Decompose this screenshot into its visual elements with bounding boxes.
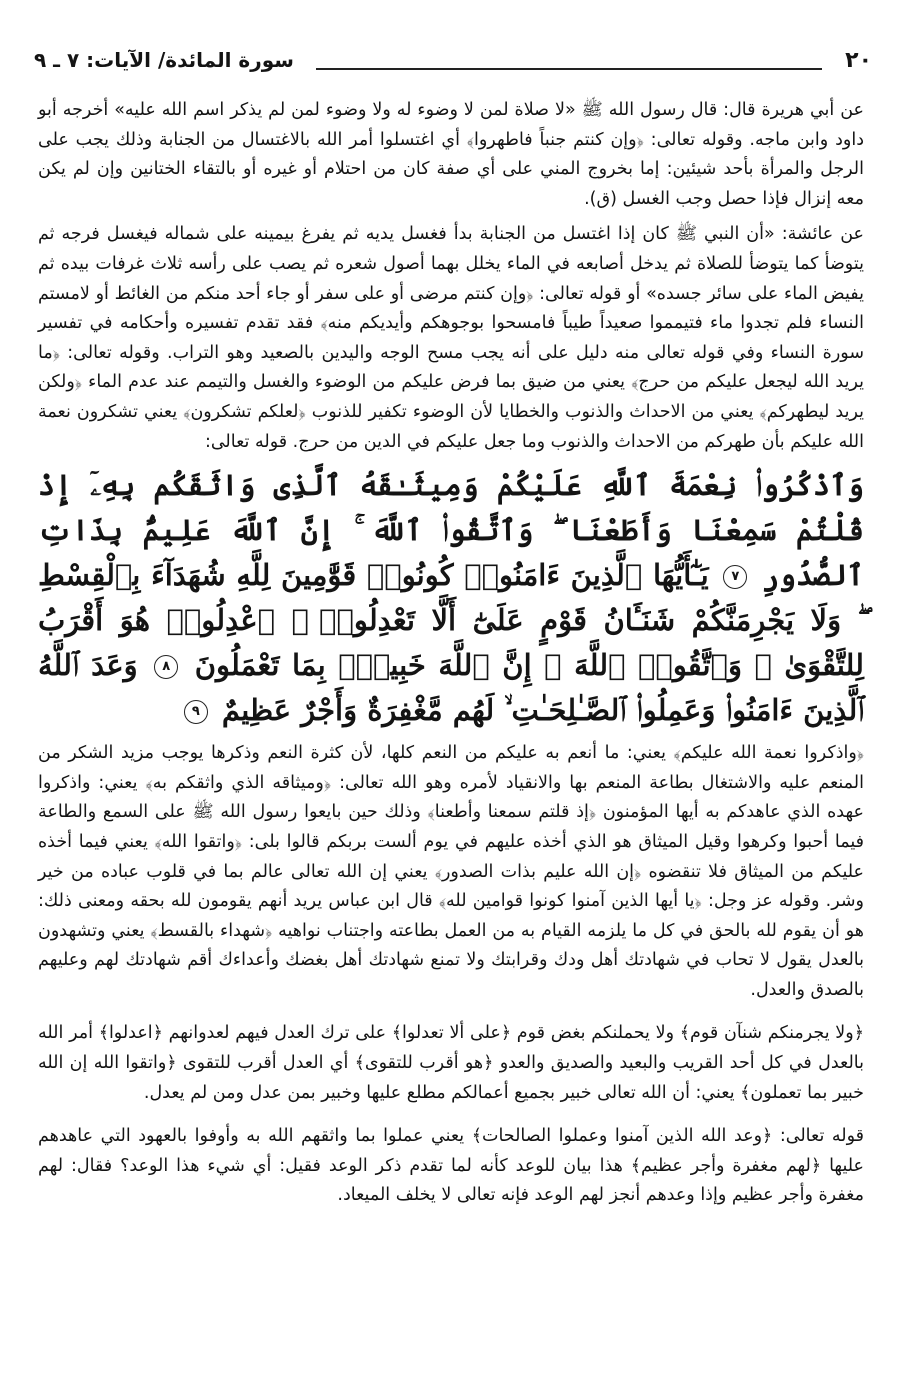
verse-marker-7: ٧ bbox=[723, 565, 747, 589]
page-header bbox=[34, 42, 882, 80]
page-number: ٢٠ bbox=[845, 48, 872, 73]
running-title: سورة المائدة/ الآيات: ٧ ـ ٩ bbox=[34, 48, 294, 72]
quran-verses bbox=[38, 463, 864, 733]
paragraph-commentary-3: قوله تعالى: ﴿وعد الله الذين آمنوا وعملوا الصالحات﴾ يعني عملوا بما واثقهم الله به وأوفوا بالعهود التي عاهدهم عليها ﴿لهم مغفرة وأجر عظيم﴾ هذا بيان للوعد كأنه لما تقدم ذكر الوعد فقيل: أي شيء هذا الوعد؟ فقال: لهم مغفرة وأجر عظيم وإذا وعدهم أنجز لهم الوعد فإنه تعالى لا يخلف الميعاد. bbox=[38, 1126, 864, 1206]
page-content bbox=[38, 96, 864, 1211]
quran-verse-7: وَٱذْكُرُوا۟ نِعْمَةَ ٱللَّهِ عَلَيْكُمْ وَمِيثَـٰقَهُ ٱلَّذِى وَاثَقَكُم بِهِۦٓ إِذْ قُلْتُمْ سَمِعْنَا وَأَطَعْنَا ۖ وَٱتَّقُوا۟ ٱللَّهَ ۚ إِنَّ ٱللَّهَ عَلِيمٌۢ بِذَاتِ ٱلصُّدُورِ bbox=[38, 468, 864, 593]
verse-marker-9: ٩ bbox=[184, 700, 208, 724]
paragraph-intro-1: عن أبي هريرة قال: قال رسول الله ﷺ «لا صلاة لمن لا وضوء له ولا وضوء لمن لم يذكر اسم الله عليه» أخرجه أبو داود وابن ماجه. وقوله تعالى: ﴿وإن كنتم جنباً فاطهروا﴾ أي اغتسلوا أمر الله بالاغتسال من الجنابة وذلك يجب على الرجل والمرأة بأحد شيئين: إما بخروج المني على أي صفة كان من احتلام أو غيره أو بالتقاء الختانين وإن لم يكن معه إنزال فإذا حصل وجب الغسل (ق). bbox=[38, 100, 864, 209]
quran-verse-8: يَـٰٓأَيُّهَا ٱلَّذِينَ ءَامَنُوا۟ كُونُوا۟ قَوَّٰمِينَ لِلَّهِ شُهَدَآءَ بِٱلْقِسْطِ ۖ وَلَا يَجْرِمَنَّكُمْ شَنَـَٔانُ قَوْمٍ عَلَىٰٓ أَلَّا تَعْدِلُوا۟ ۚ ٱعْدِلُوا۟ هُوَ أَقْرَبُ لِلتَّقْوَىٰ ۖ وَٱتَّقُوا۟ ٱللَّهَ ۚ إِنَّ ٱللَّهَ خَبِيرٌۢ بِمَا تَعْمَلُونَ bbox=[38, 558, 864, 683]
paragraph-intro-2: عن عائشة: «أن النبي ﷺ كان إذا اغتسل من الجنابة بدأ فغسل يديه ثم يفرغ بيمينه على شماله فيغسل فرجه ثم يتوضأ كما يتوضأ للصلاة ثم يدخل أصابعه في الماء يخلل بهما أصول شعره ثم يصب على رأسه ثلاث غرفات بيده ثم يفيض الماء على سائر جسده» أو قوله تعالى: ﴿وإن كنتم مرضى أو على سفر أو جاء أحد منكم من الغائط أو لامستم النساء فلم تجدوا ماء فتيمموا صعيداً طيباً فامسحوا بوجوهكم وأيديكم منه﴾ فقد تقدم تفسيره وأحكامه في تفسير سورة النساء وفي قوله تعالى منه دليل على أنه يجب مسح الوجه واليدين بالصعيد وهو التراب. وقوله تعالى: ﴿ما يريد الله ليجعل عليكم من حرج﴾ يعني من ضيق بما فرض عليكم من الوضوء والغسل والتيمم عند عدم الماء ﴿ولكن يريد ليطهركم﴾ يعني من الاحداث والذنوب والخطايا لأن الوضوء تكفير للذنوب ﴿لعلكم تشكرون﴾ يعني تشكرون نعمة الله عليكم بأن طهركم من الاحداث والذنوب وما جعل عليكم في الدين من حرج. قوله تعالى: bbox=[38, 224, 864, 452]
verse-marker-8: ٨ bbox=[154, 655, 178, 679]
paragraph-commentary-1: ﴿واذكروا نعمة الله عليكم﴾ يعني: ما أنعم به عليكم من النعم كلها، لأن كثرة النعم وذكرها يوجب مزيد الشكر من المنعم عليه والاشتغال بطاعة المنعم بها والانقياد لأمره وهو الله تعالى: ﴿وميثاقه الذي واثقكم به﴾ يعني: واذكروا عهده الذي عاهدكم به أيها المؤمنون ﴿إذ قلتم سمعنا وأطعنا﴾ وذلك حين بايعوا رسول الله ﷺ على السمع والطاعة فيما أحبوا وكرهوا وقيل الميثاق هو الذي أخذه عليهم في يوم ألست بربكم قالوا بلى: ﴿واتقوا الله﴾ يعني فيما أخذه عليكم من الميثاق فلا تنقضوه ﴿إن الله عليم بذات الصدور﴾ يعني إن الله تعالى عالم بما في قلوب عباده من خير وشر. وقوله عز وجل: ﴿يا أيها الذين آمنوا كونوا قوامين لله﴾ قال ابن عباس يريد أنهم يقومون لله بحقه ومعنى ذلك: هو أن يقوم لله بالحق في كل ما يلزمه القيام به من العمل بطاعته واجتناب نواهيه ﴿شهداء بالقسط﴾ يعني وتشهدون بالعدل يقول لا تحاب في شهادتك أهل ودك وقرابتك ولا تمنع شهادتك أهل بغضك وأعداءك أقم شهادتك لهم وعليهم بالصدق والعدل. bbox=[38, 743, 864, 1000]
header-rule bbox=[316, 68, 822, 70]
quran-verse-9: وَعَدَ ٱللَّهُ ٱلَّذِينَ ءَامَنُوا۟ وَعَمِلُوا۟ ٱلصَّـٰلِحَـٰتِ ۙ لَهُم مَّغْفِرَةٌ وَأَجْرٌ عَظِيمٌ bbox=[38, 648, 864, 728]
paragraph-commentary-2: ﴿ولا يجرمنكم شنآن قوم﴾ ولا يحملنكم بغض قوم ﴿على ألا تعدلوا﴾ على ترك العدل فيهم لعدوانهم ﴿اعدلوا﴾ أمر الله بالعدل في كل أحد القريب والبعيد والصديق والعدو ﴿هو أقرب للتقوى﴾ أي العدل أقرب للتقوى ﴿واتقوا الله إن الله خبير بما تعملون﴾ يعني: أن الله تعالى خبير بجميع أعمالكم مطلع عليها وخبير بمن عدل ومن لم يعدل. bbox=[38, 1023, 864, 1103]
